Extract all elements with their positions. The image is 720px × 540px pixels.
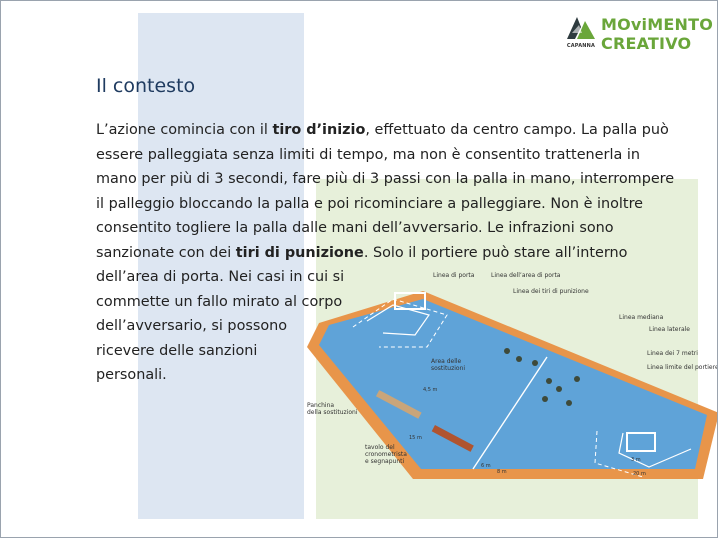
text-line: essere palleggiata senza limiti di tempo, ma non è consentito trattenerla in — [96, 146, 640, 163]
text-span: , effettuato da centro campo. La palla può — [365, 122, 669, 138]
label-linea-mediana: Linea mediana — [619, 314, 664, 321]
text-line: mano per più di 3 secondi, fare più di 3 passi con la palla in mano, interrompere — [96, 171, 675, 187]
logo-brand-text: CAPANNA — [566, 43, 596, 49]
label-linea-area-porta: Linea dell’area di porta — [491, 272, 561, 279]
label-dim-6m: 6 m — [481, 463, 491, 469]
text-line: il palleggio bloccando la palla e poi ricominciare a palleggiare. Non è inoltre — [96, 195, 644, 212]
movimento-creativo-logo — [563, 13, 713, 59]
text-line: ricevere delle sanzioni — [96, 342, 258, 359]
label-dim-4-5m: 4,5 m — [423, 387, 438, 393]
text-line: dell’area di porta. Nei casi in cui si — [96, 269, 345, 285]
label-linea-7-metri: Linea dei 7 metri — [647, 350, 698, 357]
text-line: personali. — [96, 367, 167, 383]
label-area-sostituzioni-2: sostituzioni — [431, 365, 466, 372]
label-linea-laterale: Linea laterale — [649, 326, 690, 333]
label-dim-8m: 8 m — [497, 469, 507, 475]
logo-text-line1: MOviMENTO — [601, 15, 713, 34]
capanna-logo-icon — [563, 13, 599, 59]
label-panchina-1: Panchina — [307, 402, 335, 409]
bold-term-tiro-inizio: tiro d’inizio — [272, 122, 366, 138]
label-linea-tiri-punizione: Linea dei tiri di punizione — [513, 288, 589, 295]
bold-term-tiri-punizione: tiri di punizione — [235, 244, 364, 261]
label-panchina-2: della sostituzioni — [307, 409, 358, 416]
text-span: . Solo il portiere può stare all’interno — [363, 244, 628, 261]
text-line — [96, 118, 696, 143]
label-tavolo-2: cronometrista — [365, 451, 407, 458]
text-span: L’azione comincia con il — [96, 122, 273, 138]
label-tavolo-3: e segnapunti — [365, 458, 405, 465]
label-tavolo-1: tavolo del — [365, 444, 395, 451]
label-linea-limite-portiere: Linea limite del portiere — [647, 364, 719, 371]
text-line: dell’avversario, si possono — [96, 318, 288, 334]
text-line: consentito togliere la palla dalle mani dell’avversario. Le infrazioni sono — [96, 220, 614, 236]
logo-text-line2: CREATIVO — [601, 34, 692, 53]
label-dim-20m: 20 m — [633, 471, 646, 477]
slide-title: Il contesto — [96, 75, 196, 97]
text-line: commette un fallo mirato al corpo — [96, 293, 343, 310]
label-area-sostituzioni-1: Area delle — [431, 358, 462, 365]
label-linea-porta: Linea di porta — [433, 272, 475, 279]
text-span: sanzionate con dei — [96, 244, 236, 261]
handball-court-diagram — [297, 263, 718, 479]
label-dim-3m: 3 m — [631, 457, 641, 463]
text-line — [96, 241, 696, 266]
label-dim-15m: 15 m — [409, 435, 422, 441]
